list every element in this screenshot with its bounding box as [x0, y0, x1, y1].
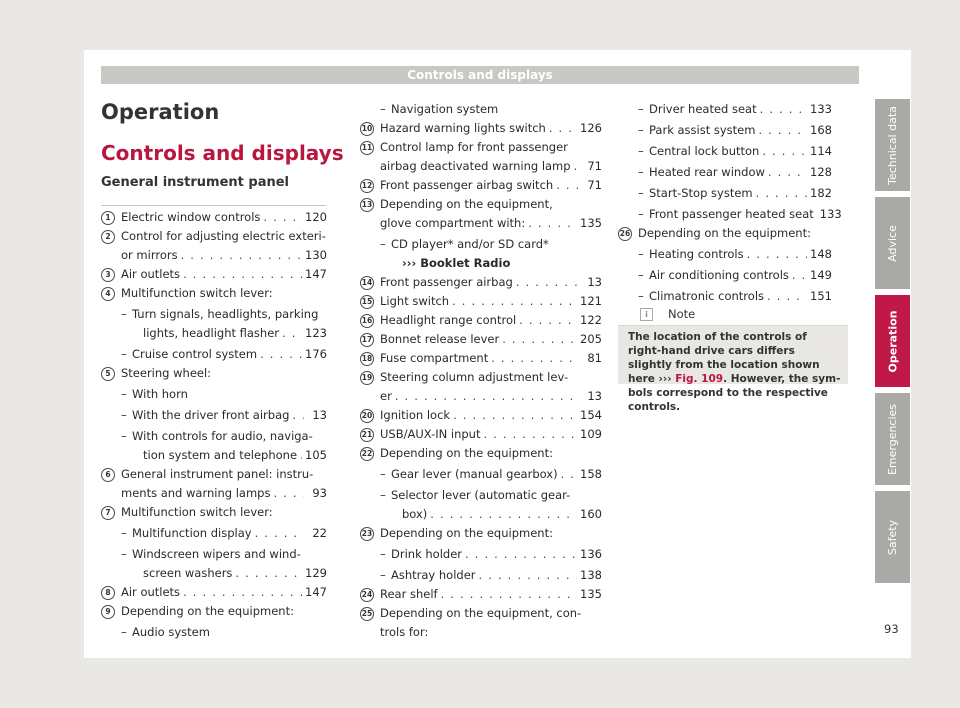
legend-item	[101, 583, 327, 602]
tab-label: Safety	[886, 519, 899, 555]
sub-item	[638, 205, 842, 224]
page-reference[interactable]: 154	[580, 408, 602, 422]
dot-leader	[556, 176, 579, 195]
item-line	[380, 311, 602, 330]
sub-item-text: – Driver heated seat	[649, 102, 757, 116]
tab-operation[interactable]	[875, 295, 910, 387]
item-line-text: Multifunction switch lever:	[121, 505, 273, 519]
item-line-cont	[380, 387, 602, 406]
legend-item	[360, 330, 602, 349]
heading-divider	[101, 205, 326, 206]
legend-item	[101, 503, 327, 583]
item-line	[380, 444, 602, 463]
dot-leader	[263, 208, 302, 227]
sub-item	[638, 100, 832, 119]
page-reference[interactable]: 148	[810, 247, 832, 261]
item-line	[380, 138, 602, 157]
dot-leader	[483, 425, 577, 444]
item-line-text: Depending on the equipment:	[121, 604, 294, 618]
item-line-text: Front passenger airbag	[380, 275, 513, 289]
item-line	[121, 284, 327, 303]
item-line-text: Steering wheel:	[121, 366, 212, 380]
callout-number: 16	[360, 314, 374, 328]
legend-item	[618, 224, 832, 306]
legend-item	[360, 368, 602, 406]
sub-item-text: – Air conditioning controls	[649, 268, 789, 282]
dot-leader	[768, 163, 807, 182]
page-reference[interactable]: 122	[580, 313, 602, 327]
item-line-text: General instrument panel: instru-	[121, 467, 314, 481]
item-line-text: Steering column adjustment lev-	[380, 370, 569, 384]
dot-leader	[430, 505, 577, 524]
sub-item-text: – CD player* and/or SD card*	[391, 237, 549, 251]
item-line-cont	[121, 246, 327, 265]
item-line-text: Control for adjusting electric exteri-	[121, 229, 326, 243]
sub-item	[638, 184, 832, 203]
page-reference[interactable]: 151	[810, 289, 832, 303]
legend-item	[360, 524, 602, 585]
item-line-text: Bonnet release lever	[380, 332, 500, 346]
sub-item	[638, 266, 832, 285]
item-line	[380, 406, 602, 425]
legend-item	[360, 176, 602, 195]
item-line-cont-text: trols for:	[380, 625, 429, 639]
item-line	[121, 208, 327, 227]
page-reference[interactable]: 182	[810, 186, 832, 200]
legend-item	[360, 119, 602, 138]
sub-item-text: – With the driver front airbag	[132, 408, 290, 422]
tab-label: Emergencies	[886, 403, 899, 475]
sub-item-cont	[121, 446, 327, 465]
sub-item-text: – Climatronic controls	[649, 289, 765, 303]
sub-item	[638, 245, 832, 264]
info-icon: i	[640, 308, 653, 321]
callout-number: 26	[618, 227, 632, 241]
item-line-text: Control lamp for front passenger	[380, 140, 568, 154]
legend-item	[360, 292, 602, 311]
dot-leader	[273, 484, 304, 503]
note-box	[618, 306, 848, 413]
item-line-text: Fuse compartment	[380, 351, 489, 365]
sub-item	[121, 406, 327, 425]
running-header: Controls and displays	[101, 66, 859, 84]
sub-item	[638, 121, 832, 140]
callout-number: 22	[360, 447, 374, 461]
legend-item	[360, 195, 602, 273]
item-line	[121, 364, 327, 383]
page-reference[interactable]: 160	[580, 507, 602, 521]
sub-item	[380, 486, 602, 505]
callout-number: 25	[360, 607, 374, 621]
item-line-text: Air outlets	[121, 267, 181, 281]
sub-item-text: – Gear lever (manual gearbox)	[391, 467, 558, 481]
callout-number: 5	[101, 367, 115, 381]
sub-item-text: – With horn	[132, 387, 188, 401]
dot-leader	[792, 266, 807, 285]
sub-item-text: – Heating controls	[649, 247, 744, 261]
item-line	[380, 604, 602, 623]
item-line-text: Air outlets	[121, 585, 181, 599]
dot-leader	[516, 273, 579, 292]
item-line-cont	[380, 623, 602, 642]
legend-item	[360, 311, 602, 330]
item-line-cont-text: ments and warning lamps	[121, 486, 271, 500]
item-line-text: Depending on the equipment:	[380, 446, 553, 460]
sub-item	[638, 287, 832, 306]
item-line-text: Front passenger airbag switch	[380, 178, 554, 192]
legend-item	[618, 100, 842, 224]
item-line	[121, 583, 327, 602]
dot-leader	[453, 406, 577, 425]
dot-leader	[292, 406, 304, 425]
item-line-cont	[380, 157, 602, 176]
callout-number: 20	[360, 409, 374, 423]
sub-item	[638, 163, 832, 182]
dot-leader	[747, 245, 807, 264]
tab-safety[interactable]	[875, 491, 910, 583]
legend-column-3	[618, 98, 842, 306]
callout-number: 2	[101, 230, 115, 244]
legend-item	[101, 208, 327, 227]
page-reference[interactable]: 121	[580, 294, 602, 308]
note-title: Note	[668, 307, 696, 321]
page-reference[interactable]: 135	[580, 216, 602, 230]
item-line	[380, 330, 602, 349]
item-line	[380, 292, 602, 311]
sub-item-cont	[121, 564, 327, 583]
page-reference[interactable]: 138	[580, 568, 602, 582]
dot-leader	[760, 100, 807, 119]
note-text-before: The location of the controls of right-hand drive cars differs slightly from the location shown here ›››	[628, 331, 820, 385]
note-text-after: . However, the sym-bols correspond to the respective controls.	[628, 373, 841, 413]
callout-number: 7	[101, 506, 115, 520]
sub-item-text: – Heated rear window	[649, 165, 765, 179]
sub-item-text: – Cruise control system	[132, 347, 258, 361]
page-reference[interactable]: 135	[580, 587, 602, 601]
dot-leader	[479, 566, 578, 585]
page-reference[interactable]: 147	[305, 585, 327, 599]
sub-item-text: – Audio system	[132, 625, 210, 639]
tab-emergencies[interactable]	[875, 393, 910, 485]
item-line	[380, 195, 602, 214]
callout-number: 9	[101, 605, 115, 619]
item-line	[380, 119, 602, 138]
sub-item-text: – Central lock button	[649, 144, 760, 158]
note-text	[628, 330, 842, 414]
legend-item	[101, 465, 327, 503]
page-reference[interactable]: 149	[810, 268, 832, 282]
sub-item-cont	[121, 324, 327, 343]
callout-number: 11	[360, 141, 374, 155]
sub-item-text: – Start-Stop system	[649, 186, 753, 200]
callout-number: 12	[360, 179, 374, 193]
sub-item-text: – Navigation system	[391, 102, 499, 116]
dot-leader	[762, 142, 807, 161]
item-line-text: USB/AUX-IN input	[380, 427, 481, 441]
sub-item	[121, 623, 327, 642]
callout-number: 13	[360, 198, 374, 212]
item-line-text: Depending on the equipment, con-	[380, 606, 582, 620]
dot-leader	[528, 214, 577, 233]
dot-leader	[282, 324, 302, 343]
callout-number: 18	[360, 352, 374, 366]
sub-item	[121, 305, 327, 324]
legend-item	[360, 585, 602, 604]
legend-column-1	[101, 208, 327, 642]
dot-leader	[758, 121, 807, 140]
legend-item	[360, 604, 602, 642]
sub-item-text: – Front passenger heated seat	[649, 207, 814, 221]
legend-column-2	[360, 98, 602, 642]
dot-leader	[300, 446, 302, 465]
page-reference[interactable]: 128	[810, 165, 832, 179]
sub-item	[121, 345, 327, 364]
dot-leader	[452, 292, 577, 311]
callout-number: 3	[101, 268, 115, 282]
callout-number: 17	[360, 333, 374, 347]
page-reference[interactable]: 13	[312, 408, 327, 422]
page-reference[interactable]: 158	[580, 467, 602, 481]
page-reference[interactable]: 114	[810, 144, 832, 158]
sub-item-cont	[380, 505, 602, 524]
item-line-text: Hazard warning lights switch	[380, 121, 546, 135]
legend-item	[101, 265, 327, 284]
item-line-text: Depending on the equipment:	[638, 226, 811, 240]
legend-item	[101, 284, 327, 364]
callout-number: 14	[360, 276, 374, 290]
sub-item-text: – Multifunction display	[132, 526, 252, 540]
item-line-cont-text: airbag deactivated warning lamp	[380, 159, 571, 173]
callout-number: 10	[360, 122, 374, 136]
callout-number: 6	[101, 468, 115, 482]
dot-leader	[235, 564, 302, 583]
sub-item	[121, 385, 327, 404]
dot-leader	[549, 119, 577, 138]
tab-label: Advice	[886, 224, 900, 262]
dot-leader	[260, 345, 302, 364]
legend-item	[101, 364, 327, 465]
sub-item-text: – Turn signals, headlights, parking	[132, 307, 319, 321]
dot-leader	[574, 157, 579, 176]
dot-leader	[491, 349, 579, 368]
item-line	[380, 524, 602, 543]
item-line	[121, 265, 327, 284]
tab-advice[interactable]	[875, 197, 910, 289]
page-reference[interactable]: 13	[587, 275, 602, 289]
dot-leader	[181, 246, 302, 265]
item-line-text: Light switch	[380, 294, 450, 308]
sub-item-cont-text: lights, headlight flasher	[143, 326, 280, 340]
sub-item-text: – Windscreen wipers and wind-	[132, 547, 301, 561]
tab-technical-data[interactable]	[875, 99, 910, 191]
page-reference[interactable]: 22	[312, 526, 327, 540]
tab-label: Operation	[886, 310, 900, 372]
dot-leader	[561, 465, 577, 484]
subsection-title: General instrument panel	[101, 175, 290, 190]
item-line	[380, 176, 602, 195]
dot-leader	[767, 287, 807, 306]
tab-label: Technical data	[886, 105, 900, 185]
legend-item	[360, 406, 602, 425]
legend-item	[101, 602, 327, 642]
sub-item	[380, 235, 602, 254]
legend-item	[360, 138, 602, 176]
sub-item	[380, 545, 602, 564]
sub-item	[380, 465, 602, 484]
dot-leader	[519, 311, 577, 330]
dot-leader	[183, 583, 302, 602]
item-line-cont-text: er	[380, 389, 392, 403]
dot-leader	[465, 545, 577, 564]
legend-item	[360, 444, 602, 524]
callout-number: 21	[360, 428, 374, 442]
dot-leader	[502, 330, 577, 349]
item-line	[380, 585, 602, 604]
item-line-text: Rear shelf	[380, 587, 438, 601]
sub-item-text: – Selector lever (automatic gear-	[391, 488, 571, 502]
item-line	[638, 224, 832, 243]
booklet-reference-link[interactable]: ››› Booklet Radio	[402, 256, 511, 270]
page-reference[interactable]: 136	[580, 547, 602, 561]
sub-item	[121, 545, 327, 564]
item-line	[121, 602, 327, 621]
legend-item	[360, 425, 602, 444]
sub-item-cont-text: box)	[402, 507, 428, 521]
page-reference[interactable]: 147	[305, 267, 327, 281]
page-reference[interactable]: 109	[580, 427, 602, 441]
note-header	[618, 306, 848, 326]
item-line	[121, 503, 327, 522]
callout-number: 23	[360, 527, 374, 541]
callout-number: 8	[101, 586, 115, 600]
item-line-cont-text: or mirrors	[121, 248, 178, 262]
page-reference[interactable]: 126	[580, 121, 602, 135]
callout-number: 24	[360, 588, 374, 602]
item-line	[121, 227, 327, 246]
sub-item	[121, 427, 327, 446]
item-line-text: Depending on the equipment,	[380, 197, 553, 211]
sub-item-text: – Ashtray holder	[391, 568, 476, 582]
item-line	[121, 465, 327, 484]
legend-item	[101, 227, 327, 265]
item-line-cont	[380, 214, 602, 233]
page-reference[interactable]: 71	[587, 178, 602, 192]
sub-item	[380, 566, 602, 585]
legend-item	[360, 100, 602, 119]
dot-leader	[395, 387, 579, 406]
item-line-text: Multifunction switch lever:	[121, 286, 273, 300]
section-title: Operation	[101, 100, 220, 124]
page-reference[interactable]: 123	[305, 326, 327, 340]
page-reference[interactable]: 168	[810, 123, 832, 137]
callout-number: 15	[360, 295, 374, 309]
item-line-text: Headlight range control	[380, 313, 517, 327]
item-line-cont	[121, 484, 327, 503]
page-reference[interactable]: 133	[810, 102, 832, 116]
item-line-text: Ignition lock	[380, 408, 451, 422]
page-number: 93	[884, 622, 899, 636]
page-reference[interactable]: 105	[305, 448, 327, 462]
page-reference[interactable]: 93	[312, 486, 327, 500]
sub-item	[638, 142, 832, 161]
title-block	[101, 100, 344, 191]
sub-item-cont-text: screen washers	[143, 566, 233, 580]
page-reference[interactable]: 176	[305, 347, 327, 361]
item-line-cont-text: glove compartment with:	[380, 216, 526, 230]
item-line	[380, 273, 602, 292]
page-reference[interactable]: 81	[587, 351, 602, 365]
page-reference[interactable]: 129	[305, 566, 327, 580]
sub-item-text: – Drink holder	[391, 547, 463, 561]
dot-leader	[756, 184, 807, 203]
page-reference[interactable]: 120	[305, 210, 327, 224]
page-reference[interactable]: 130	[305, 248, 327, 262]
callout-number: 4	[101, 287, 115, 301]
item-line	[380, 349, 602, 368]
sub-item	[380, 100, 602, 119]
page-reference[interactable]: 205	[580, 332, 602, 346]
dot-leader	[183, 265, 302, 284]
page-reference[interactable]: 71	[587, 159, 602, 173]
sub-item	[121, 524, 327, 543]
page-reference[interactable]: 133	[819, 207, 842, 221]
sub-item-cont-text: tion system and telephone	[143, 448, 298, 462]
item-line	[380, 425, 602, 444]
figure-reference-link[interactable]: Fig. 109	[675, 373, 724, 385]
callout-number: 19	[360, 371, 374, 385]
callout-number: 1	[101, 211, 115, 225]
legend-item	[360, 349, 602, 368]
item-line-text: Depending on the equipment:	[380, 526, 553, 540]
item-line-text: Electric window controls	[121, 210, 261, 224]
legend-item	[360, 273, 602, 292]
sub-item-text: – Park assist system	[649, 123, 756, 137]
chapter-title: Controls and displays	[101, 141, 344, 165]
dot-leader	[255, 524, 304, 543]
item-line	[380, 368, 602, 387]
dot-leader	[441, 585, 577, 604]
sub-item-text: – With controls for audio, naviga-	[132, 429, 313, 443]
page-reference[interactable]: 13	[587, 389, 602, 403]
